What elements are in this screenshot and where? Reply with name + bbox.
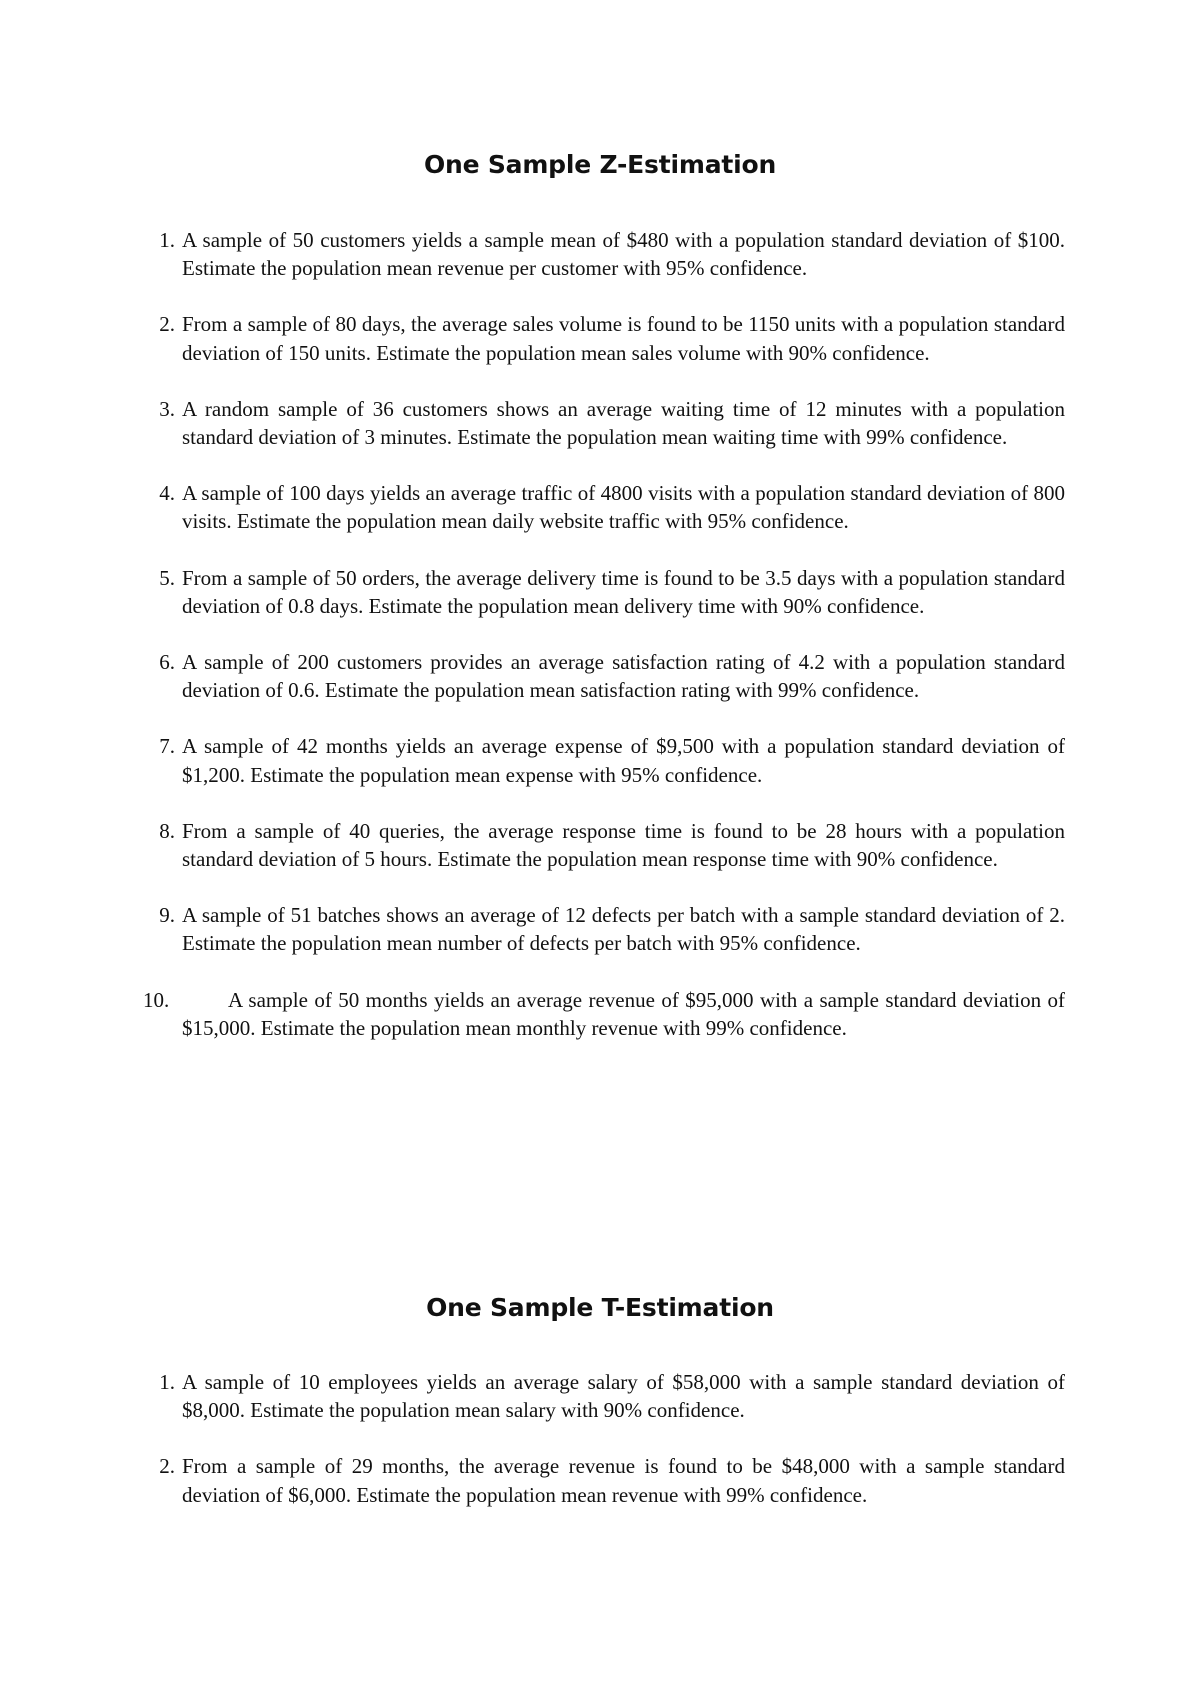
item-number: 9. bbox=[159, 903, 175, 928]
item-text: A sample of 100 days yields an average traffic of 4800 visits with a population standard deviation of 800 visits. Estimate the population mean daily website traffic with 95% confidence. bbox=[182, 481, 1065, 534]
item-text: A random sample of 36 customers shows an average waiting time of 12 minutes with a population standard deviation of 3 minutes. Estimate the population mean waiting time with 99% confidence. bbox=[182, 396, 1065, 450]
list-item bbox=[145, 986, 1065, 1042]
section-title-t-estimation: One Sample T-Estimation bbox=[426, 1293, 774, 1322]
item-text: A sample of 200 customers provides an average satisfaction rating of 4.2 with a population standard deviation of 0.6. Estimate the population mean satisfaction rating with 99% confidence. bbox=[182, 650, 1065, 703]
item-number: 7. bbox=[159, 734, 175, 759]
item-number: 2. bbox=[159, 1454, 175, 1479]
item-text: From a sample of 29 months, the average revenue is found to be $48,000 with a sample standard deviation of $6,000. Estimate the population mean revenue with 99% confidence. bbox=[182, 1454, 1065, 1507]
list-item bbox=[145, 395, 1065, 451]
list-item bbox=[145, 732, 1065, 788]
list-item bbox=[145, 817, 1065, 873]
list-item bbox=[145, 1368, 1065, 1424]
item-number: 3. bbox=[159, 396, 175, 421]
item-number: 5. bbox=[159, 565, 175, 590]
item-text: A sample of 50 months yields an average revenue of $95,000 with a sample standard deviation of $15,000. Estimate the population mean monthly revenue with 99% confidence. bbox=[182, 987, 1065, 1040]
item-text: A sample of 42 months yields an average expense of $9,500 with a population standard deviation of $1,200. Estimate the population mean expense with 95% confidence. bbox=[182, 734, 1065, 787]
list-item bbox=[145, 1452, 1065, 1508]
item-text: From a sample of 80 days, the average sales volume is found to be 1150 units with a population standard deviation of 150 units. Estimate the population mean sales volume with 90% confidence. bbox=[182, 312, 1065, 365]
item-number: 2. bbox=[159, 312, 175, 337]
item-text: From a sample of 50 orders, the average delivery time is found to be 3.5 days with a population standard deviation of 0.8 days. Estimate the population mean delivery time with 90% confidence. bbox=[182, 565, 1065, 618]
item-text: From a sample of 40 queries, the average response time is found to be 28 hours with a population standard deviation of 5 hours. Estimate the population mean response time with 90% confidence. bbox=[182, 818, 1065, 872]
z-estimation-question-list bbox=[145, 226, 1065, 1070]
list-item bbox=[145, 479, 1065, 535]
list-item bbox=[145, 226, 1065, 282]
item-text: A sample of 10 employees yields an average salary of $58,000 with a sample standard deviation of $8,000. Estimate the population mean salary with 90% confidence. bbox=[182, 1370, 1065, 1423]
list-item bbox=[145, 564, 1065, 620]
item-number: 1. bbox=[159, 1370, 175, 1394]
list-item bbox=[145, 648, 1065, 704]
item-text: A sample of 50 customers yields a sample mean of $480 with a population standard deviation of $100. Estimate the population mean revenue per customer with 95% confidence. bbox=[182, 228, 1065, 281]
item-text: A sample of 51 batches shows an average of 12 defects per batch with a sample standard deviation of 2. Estimate the population mean number of defects per batch with 95% confidence. bbox=[182, 903, 1065, 956]
item-number: 1. bbox=[159, 228, 175, 252]
item-number: 10. bbox=[143, 987, 170, 1012]
section-title-z-estimation: One Sample Z-Estimation bbox=[423, 150, 777, 179]
item-number: 6. bbox=[159, 650, 175, 675]
item-number: 8. bbox=[159, 818, 175, 843]
list-item bbox=[145, 310, 1065, 366]
item-number: 4. bbox=[159, 481, 175, 506]
t-estimation-question-list bbox=[145, 1368, 1065, 1537]
list-item bbox=[145, 901, 1065, 957]
